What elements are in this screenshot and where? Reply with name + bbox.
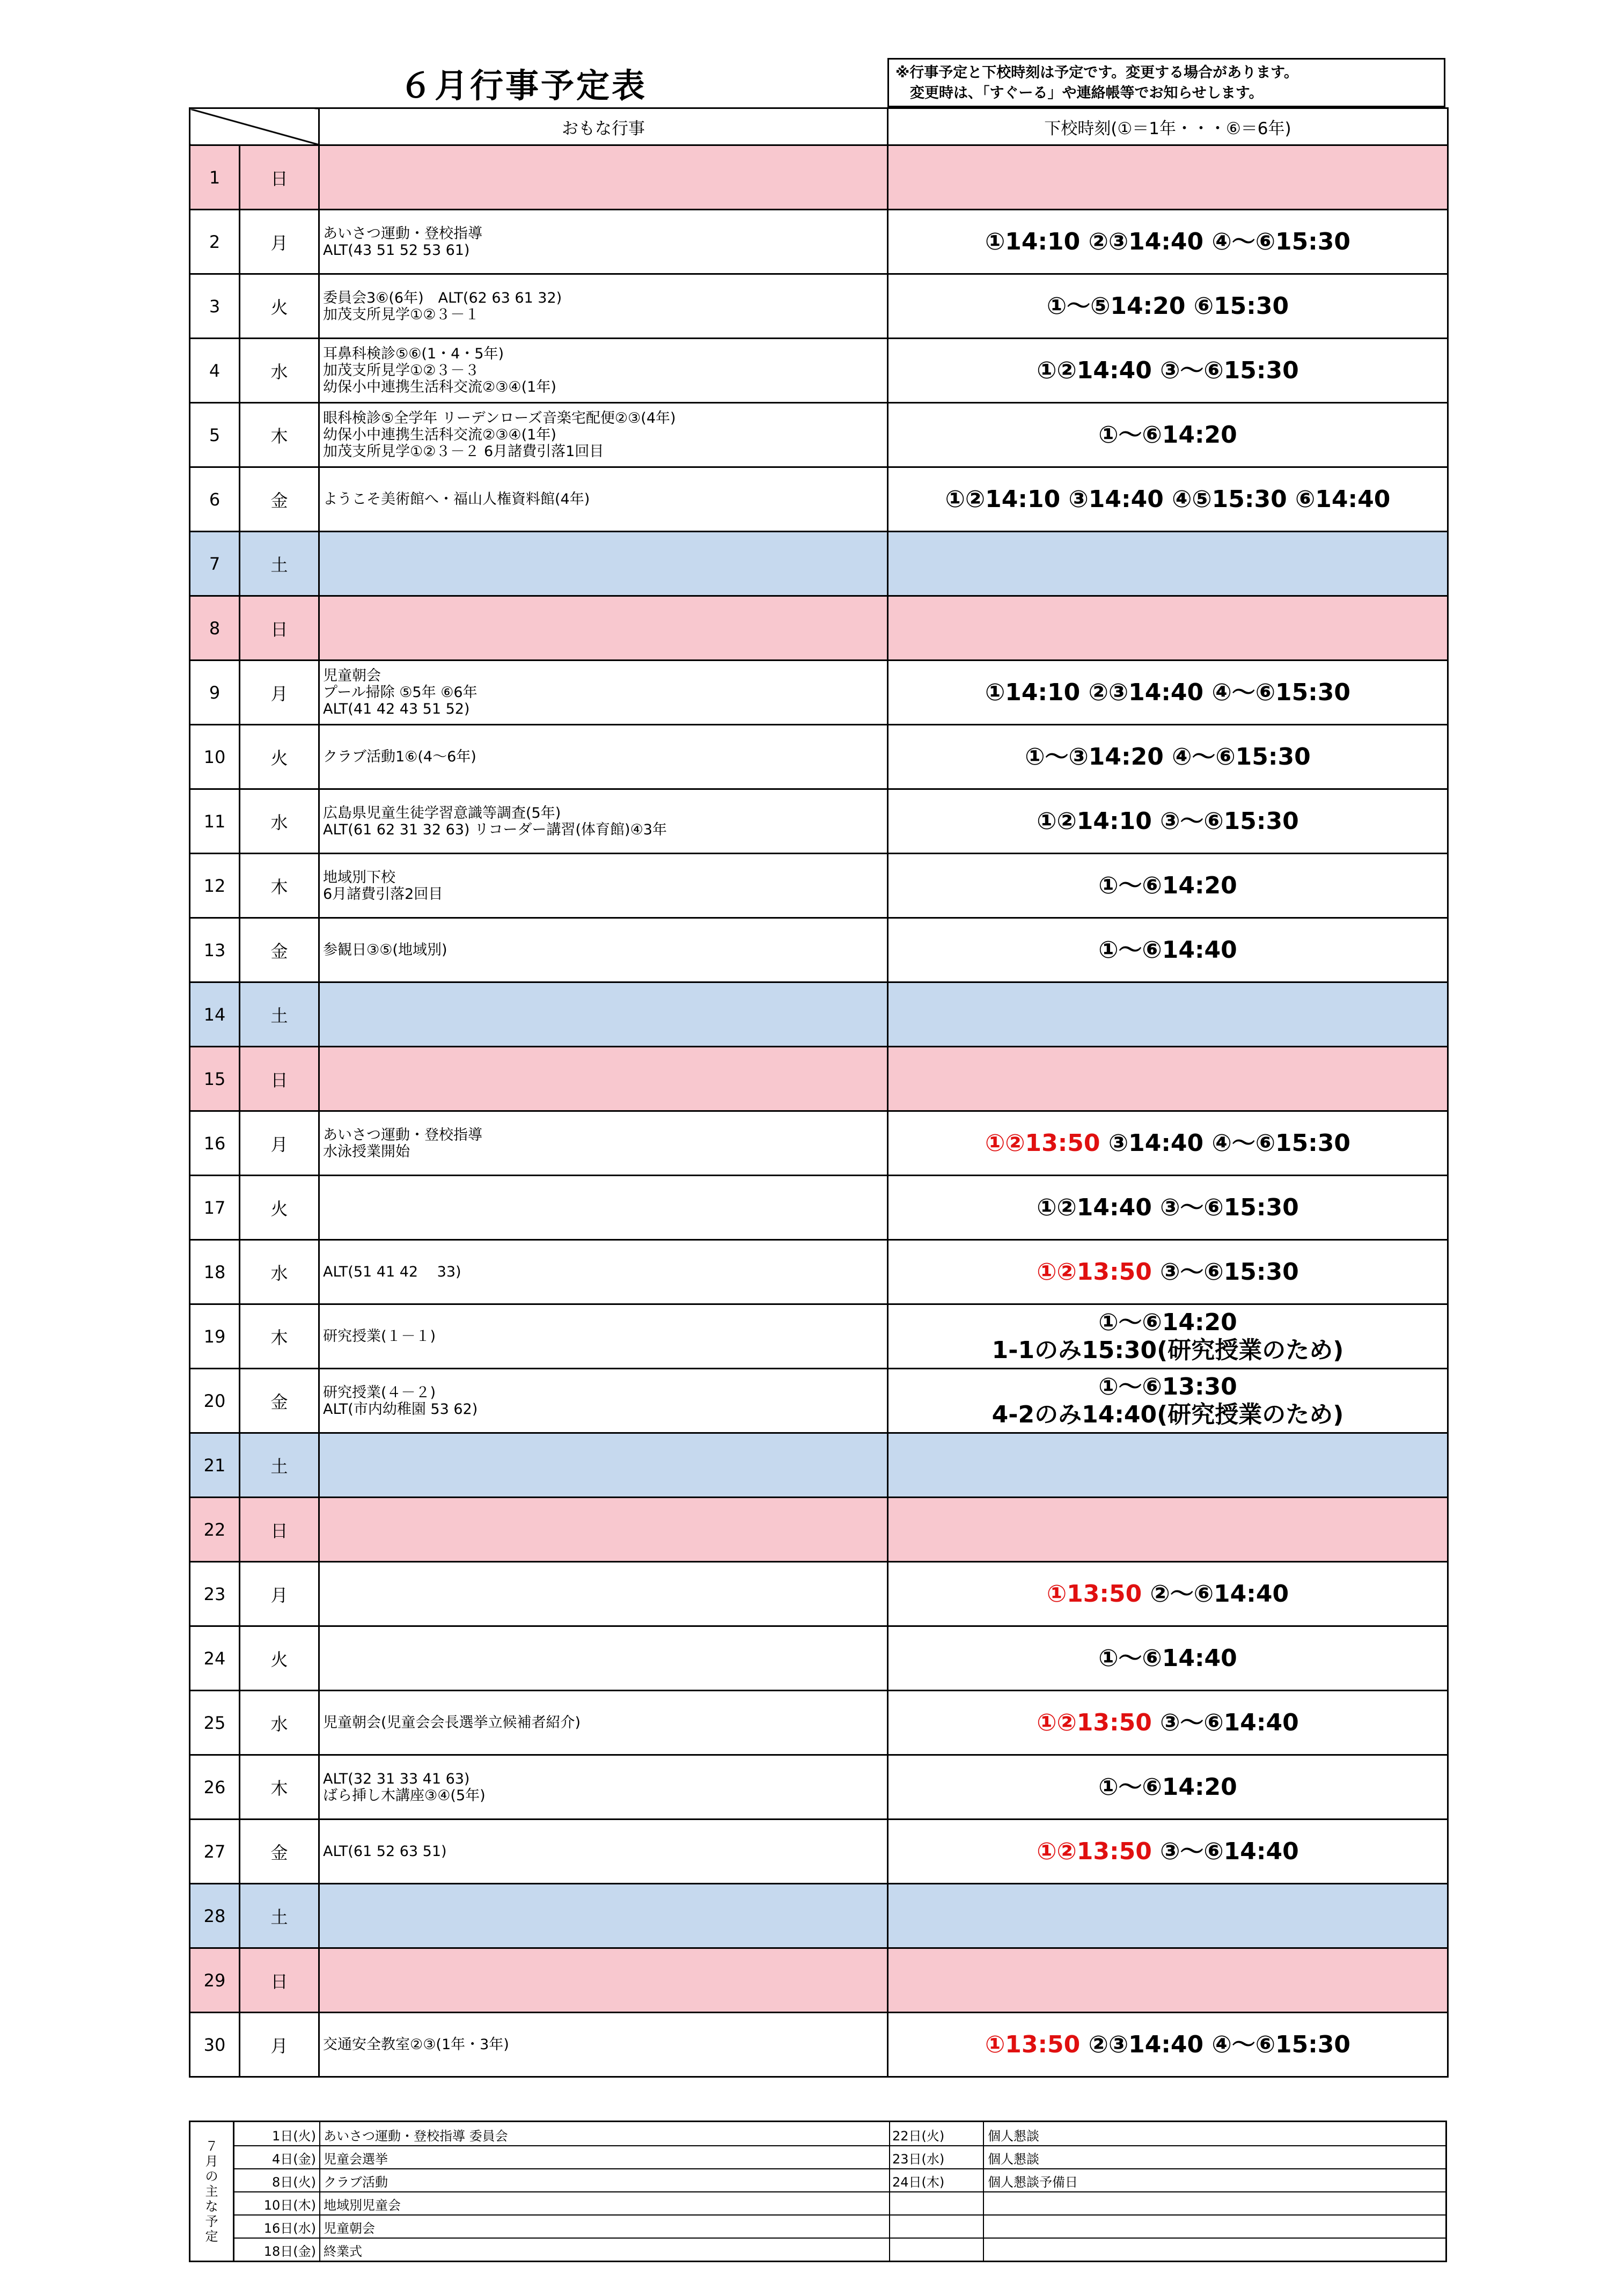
day-row xyxy=(190,1369,1448,1433)
dismissal-segment: ①14:10 ②③14:40 ④～⑥15:30 xyxy=(985,228,1351,255)
july-item-date: 10日(木) xyxy=(263,2198,316,2213)
day-date: 8 xyxy=(190,596,240,661)
day-row xyxy=(190,1626,1448,1691)
day-row xyxy=(190,467,1448,532)
dismissal-segment: ①②14:10 ③14:40 ④⑤15:30 ⑥14:40 xyxy=(945,485,1391,513)
day-row xyxy=(190,1948,1448,2013)
schedule-body xyxy=(190,145,1448,2077)
day-weekday: 水 xyxy=(240,339,319,403)
event-line: プール掃除 ⑤5年 ⑥6年 xyxy=(323,684,478,701)
july-item-event: クラブ活動 xyxy=(324,2175,388,2190)
day-date: 28 xyxy=(190,1884,240,1948)
dismissal-line xyxy=(888,228,1447,256)
day-weekday: 水 xyxy=(240,1240,319,1304)
dismissal-segment: ①13:50 xyxy=(985,2030,1081,2058)
events-header: おもな行事 xyxy=(319,108,888,145)
day-dismissal xyxy=(888,1820,1448,1884)
day-date: 24 xyxy=(190,1626,240,1691)
day-weekday: 水 xyxy=(240,1691,319,1755)
event-line: 交通安全教室②③(1年・3年) xyxy=(323,2036,509,2053)
july-label-char: な xyxy=(205,2199,218,2214)
day-date: 25 xyxy=(190,1691,240,1755)
dismissal-line xyxy=(888,872,1447,900)
day-weekday: 月 xyxy=(240,210,319,274)
day-date: 18 xyxy=(190,1240,240,1304)
dismissal-line xyxy=(888,1129,1447,1157)
day-weekday: 火 xyxy=(240,725,319,789)
event-line: 加茂支所見学①②３－１ xyxy=(323,306,480,323)
day-events xyxy=(319,1304,888,1369)
july-item-date: 22日(火) xyxy=(892,2129,945,2144)
day-date: 11 xyxy=(190,789,240,854)
day-events xyxy=(319,1369,888,1433)
day-dismissal xyxy=(888,1691,1448,1755)
day-date: 12 xyxy=(190,854,240,918)
dismissal-segment: ①②14:40 ③～⑥15:30 xyxy=(1037,1193,1299,1221)
event-line: ALT(43 51 52 53 61) xyxy=(323,241,470,259)
dismissal-line xyxy=(888,1580,1447,1608)
july-row-divider xyxy=(234,2238,1445,2239)
day-dismissal xyxy=(888,210,1448,274)
day-row xyxy=(190,1562,1448,1626)
dismissal-segment: 4-2のみ14:40(研究授業のため) xyxy=(992,1400,1344,1428)
day-dismissal xyxy=(888,1176,1448,1240)
day-row xyxy=(190,854,1448,918)
day-events xyxy=(319,145,888,210)
day-events xyxy=(319,1820,888,1884)
day-events xyxy=(319,854,888,918)
event-line: 加茂支所見学①②３－３ xyxy=(323,362,480,379)
day-weekday: 月 xyxy=(240,1562,319,1626)
day-row xyxy=(190,1884,1448,1948)
day-row xyxy=(190,596,1448,661)
july-item-event: 個人懇談 xyxy=(988,2152,1039,2167)
july-row-divider xyxy=(234,2191,1445,2192)
day-date: 20 xyxy=(190,1369,240,1433)
day-events xyxy=(319,661,888,725)
july-label-char: ７ xyxy=(205,2139,218,2154)
event-line: 児童朝会(児童会会長選挙立候補者紹介) xyxy=(323,1714,581,1731)
day-date: 30 xyxy=(190,2013,240,2077)
day-date: 14 xyxy=(190,982,240,1047)
event-line: あいさつ運動・登校指導 xyxy=(323,225,482,242)
dismissal-segment: ③～⑥15:30 xyxy=(1151,1258,1299,1286)
day-events xyxy=(319,1047,888,1111)
dismissal-line xyxy=(888,808,1447,835)
july-label-char: 予 xyxy=(205,2214,218,2229)
july-item-event: 終業式 xyxy=(324,2244,362,2259)
day-weekday: 火 xyxy=(240,274,319,339)
day-events xyxy=(319,1562,888,1626)
july-label xyxy=(190,2122,234,2261)
day-row xyxy=(190,1240,1448,1304)
event-line: あいさつ運動・登校指導 xyxy=(323,1126,482,1143)
day-events xyxy=(319,725,888,789)
dismissal-segment: ①～⑥14:20 xyxy=(1098,871,1237,899)
notice-line: 変更時は、「すぐーる」や連絡帳等でお知らせします。 xyxy=(895,85,1264,101)
day-events xyxy=(319,1948,888,2013)
dismissal-segment: ①～⑥13:30 xyxy=(1098,1373,1237,1400)
july-label-char: 主 xyxy=(205,2184,218,2199)
day-events xyxy=(319,1755,888,1820)
event-line: ALT(61 62 31 32 63) リコーダー講習(体育館)④3年 xyxy=(323,821,667,838)
dismissal-segment: ①～⑥14:20 xyxy=(1098,1308,1237,1336)
day-row xyxy=(190,274,1448,339)
dismissal-line xyxy=(888,421,1447,449)
day-events xyxy=(319,1176,888,1240)
day-events xyxy=(319,210,888,274)
day-date: 13 xyxy=(190,918,240,982)
dismissal-line xyxy=(888,1337,1447,1365)
day-row xyxy=(190,2013,1448,2077)
day-weekday: 土 xyxy=(240,1433,319,1498)
dismissal-segment: ①②13:50 xyxy=(1037,1708,1152,1736)
header-row xyxy=(190,108,1448,145)
day-dismissal xyxy=(888,725,1448,789)
day-date: 10 xyxy=(190,725,240,789)
day-row xyxy=(190,532,1448,596)
dismissal-segment: ③～⑥14:40 xyxy=(1151,1708,1299,1736)
dismissal-header: 下校時刻(①＝1年・・・⑥＝6年) xyxy=(888,108,1448,145)
july-item-date: 16日(水) xyxy=(263,2221,316,2236)
event-line: ALT(61 52 63 51) xyxy=(323,1843,447,1860)
day-events xyxy=(319,982,888,1047)
dismissal-segment: ①～⑤14:20 ⑥15:30 xyxy=(1046,292,1289,320)
day-row xyxy=(190,1304,1448,1369)
day-date: 22 xyxy=(190,1498,240,1562)
dismissal-line xyxy=(888,1194,1447,1222)
page-title: ６月行事予定表 xyxy=(399,66,647,105)
dismissal-line xyxy=(888,1373,1447,1401)
july-row-divider xyxy=(234,2214,1445,2216)
day-row xyxy=(190,661,1448,725)
day-dismissal xyxy=(888,1755,1448,1820)
day-row xyxy=(190,403,1448,467)
day-row xyxy=(190,982,1448,1047)
day-row xyxy=(190,789,1448,854)
day-events xyxy=(319,1884,888,1948)
day-row xyxy=(190,1433,1448,1498)
day-events xyxy=(319,403,888,467)
day-date: 23 xyxy=(190,1562,240,1626)
event-line: ようこそ美術館へ・福山人権資料館(4年) xyxy=(323,491,590,508)
day-weekday: 日 xyxy=(240,1948,319,2013)
day-weekday: 月 xyxy=(240,661,319,725)
event-line: 参観日③⑤(地域別) xyxy=(323,942,447,958)
day-date: 17 xyxy=(190,1176,240,1240)
day-row xyxy=(190,1755,1448,1820)
day-row xyxy=(190,339,1448,403)
day-events xyxy=(319,789,888,854)
day-dismissal xyxy=(888,532,1448,596)
day-dismissal xyxy=(888,854,1448,918)
day-dismissal xyxy=(888,789,1448,854)
day-events xyxy=(319,1498,888,1562)
dismissal-line xyxy=(888,292,1447,320)
day-row xyxy=(190,1691,1448,1755)
day-events xyxy=(319,1111,888,1176)
day-row xyxy=(190,145,1448,210)
dismissal-segment: ①②13:50 xyxy=(1037,1258,1152,1286)
day-dismissal xyxy=(888,274,1448,339)
day-date: 29 xyxy=(190,1948,240,2013)
day-weekday: 土 xyxy=(240,982,319,1047)
dismissal-line xyxy=(888,1773,1447,1801)
dismissal-segment: ①～⑥14:40 xyxy=(1098,1644,1237,1672)
day-date: 2 xyxy=(190,210,240,274)
day-weekday: 金 xyxy=(240,918,319,982)
event-line: ALT(32 31 33 41 63) xyxy=(323,1770,470,1787)
july-item-date: 18日(金) xyxy=(263,2244,316,2259)
day-events xyxy=(319,918,888,982)
july-row-divider xyxy=(234,2168,1445,2169)
day-weekday: 金 xyxy=(240,467,319,532)
july-item-date: 24日(木) xyxy=(892,2175,945,2190)
day-weekday: 土 xyxy=(240,532,319,596)
day-events xyxy=(319,1433,888,1498)
july-item-event: 児童会選挙 xyxy=(324,2152,388,2167)
day-weekday: 木 xyxy=(240,403,319,467)
day-events xyxy=(319,596,888,661)
dismissal-segment: ①～⑥14:20 xyxy=(1098,1773,1237,1801)
day-date: 19 xyxy=(190,1304,240,1369)
day-weekday: 日 xyxy=(240,145,319,210)
day-row xyxy=(190,1820,1448,1884)
event-line: 幼保小中連携生活科交流②③④(1年) xyxy=(323,379,556,395)
day-date: 27 xyxy=(190,1820,240,1884)
notice-box xyxy=(887,58,1445,107)
dismissal-line xyxy=(888,1309,1447,1337)
day-dismissal xyxy=(888,1433,1448,1498)
day-weekday: 木 xyxy=(240,1304,319,1369)
day-row xyxy=(190,1498,1448,1562)
day-weekday: 月 xyxy=(240,2013,319,2077)
july-item-date: 8日(火) xyxy=(272,2175,316,2190)
dismissal-line xyxy=(888,1709,1447,1737)
day-weekday: 木 xyxy=(240,1755,319,1820)
day-date: 9 xyxy=(190,661,240,725)
event-line: 水泳授業開始 xyxy=(323,1143,410,1160)
dismissal-line xyxy=(888,1401,1447,1429)
day-row xyxy=(190,210,1448,274)
dismissal-line xyxy=(888,679,1447,707)
july-label-char: の xyxy=(205,2169,218,2184)
day-date: 5 xyxy=(190,403,240,467)
event-line: クラブ活動1⑥(4～6年) xyxy=(323,749,476,765)
day-dismissal xyxy=(888,661,1448,725)
day-date: 16 xyxy=(190,1111,240,1176)
day-date: 15 xyxy=(190,1047,240,1111)
dismissal-segment: ①13:50 xyxy=(1046,1580,1142,1608)
dismissal-line xyxy=(888,2031,1447,2059)
event-line: 加茂支所見学①②３－２ 6月諸費引落1回目 xyxy=(323,443,604,460)
event-line: 眼科検診⑤全学年 リーデンローズ音楽宅配便②③(4年) xyxy=(323,410,676,427)
july-item-date: 1日(火) xyxy=(272,2129,316,2144)
day-weekday: 水 xyxy=(240,789,319,854)
dismissal-segment: 1-1のみ15:30(研究授業のため) xyxy=(992,1336,1344,1364)
day-events xyxy=(319,1626,888,1691)
dismissal-segment: ③14:40 ④～⑥15:30 xyxy=(1100,1129,1351,1157)
day-date: 1 xyxy=(190,145,240,210)
dismissal-segment: ①②13:50 xyxy=(1037,1837,1152,1865)
day-row xyxy=(190,1111,1448,1176)
july-item-event: 個人懇談予備日 xyxy=(988,2175,1078,2190)
july-row-divider xyxy=(234,2145,1445,2146)
day-date: 7 xyxy=(190,532,240,596)
day-date: 6 xyxy=(190,467,240,532)
event-line: 委員会3⑥(6年) ALT(62 63 61 32) xyxy=(323,289,562,306)
day-events xyxy=(319,274,888,339)
event-line: ALT(市内幼稚園 53 62) xyxy=(323,1400,478,1418)
day-weekday: 月 xyxy=(240,1111,319,1176)
event-line: 地域別下校 xyxy=(323,869,395,886)
july-item-event: 地域別児童会 xyxy=(324,2198,401,2213)
day-row xyxy=(190,918,1448,982)
day-events xyxy=(319,1240,888,1304)
event-line: 研究授業(１－１) xyxy=(323,1328,436,1345)
july-item-event: あいさつ運動・登校指導 委員会 xyxy=(324,2129,508,2144)
july-label-char: 定 xyxy=(205,2229,218,2244)
july-item-date: 4日(金) xyxy=(272,2152,316,2167)
july-label-char: 月 xyxy=(205,2154,218,2169)
event-line: ばら挿し木講座③④(5年) xyxy=(323,1787,486,1804)
day-dismissal xyxy=(888,339,1448,403)
day-weekday: 火 xyxy=(240,1626,319,1691)
day-events xyxy=(319,532,888,596)
day-dismissal xyxy=(888,1948,1448,2013)
dismissal-segment: ①～⑥14:40 xyxy=(1098,936,1237,964)
event-line: ALT(51 41 42 33) xyxy=(323,1264,461,1280)
day-dismissal xyxy=(888,1304,1448,1369)
dismissal-segment: ①14:10 ②③14:40 ④～⑥15:30 xyxy=(985,678,1351,706)
day-date: 26 xyxy=(190,1755,240,1820)
day-dismissal xyxy=(888,1562,1448,1626)
day-weekday: 木 xyxy=(240,854,319,918)
day-weekday: 金 xyxy=(240,1820,319,1884)
july-schedule xyxy=(189,2121,1447,2262)
july-item-event: 児童朝会 xyxy=(324,2221,375,2236)
event-line: 広島県児童生徒学習意識等調査(5年) xyxy=(323,804,561,821)
day-dismissal xyxy=(888,467,1448,532)
day-dismissal xyxy=(888,403,1448,467)
event-line: ALT(41 42 43 51 52) xyxy=(323,701,470,717)
dismissal-line xyxy=(888,486,1447,514)
dismissal-line xyxy=(888,357,1447,385)
event-line: 研究授業(４－２) xyxy=(323,1384,436,1401)
event-line: 幼保小中連携生活科交流②③④(1年) xyxy=(323,427,556,443)
day-dismissal xyxy=(888,2013,1448,2077)
dismissal-line xyxy=(888,1258,1447,1286)
day-row xyxy=(190,1047,1448,1111)
day-weekday: 土 xyxy=(240,1884,319,1948)
day-dismissal xyxy=(888,596,1448,661)
day-weekday: 金 xyxy=(240,1369,319,1433)
day-date: 4 xyxy=(190,339,240,403)
day-weekday: 日 xyxy=(240,1498,319,1562)
event-line: 耳鼻科検診⑤⑥(1・4・5年) xyxy=(323,346,504,362)
notice-line: ※行事予定と下校時刻は予定です。変更する場合があります。 xyxy=(895,64,1298,81)
day-dismissal xyxy=(888,1047,1448,1111)
day-dismissal xyxy=(888,145,1448,210)
dismissal-line xyxy=(888,1645,1447,1673)
dismissal-segment: ①～⑥14:20 xyxy=(1098,421,1237,449)
day-dismissal xyxy=(888,982,1448,1047)
event-line: 6月諸費引落2回目 xyxy=(323,885,443,903)
day-dismissal xyxy=(888,1240,1448,1304)
day-date: 21 xyxy=(190,1433,240,1498)
day-dismissal xyxy=(888,1884,1448,1948)
day-dismissal xyxy=(888,918,1448,982)
day-dismissal xyxy=(888,1498,1448,1562)
dismissal-line xyxy=(888,743,1447,771)
dismissal-segment: ③～⑥14:40 xyxy=(1151,1837,1299,1865)
day-date: 3 xyxy=(190,274,240,339)
day-dismissal xyxy=(888,1111,1448,1176)
day-weekday: 日 xyxy=(240,1047,319,1111)
july-item-date: 23日(水) xyxy=(892,2152,945,2167)
day-row xyxy=(190,1176,1448,1240)
day-events xyxy=(319,467,888,532)
corner-cell xyxy=(190,108,319,145)
day-events xyxy=(319,2013,888,2077)
day-events xyxy=(319,339,888,403)
day-events xyxy=(319,1691,888,1755)
dismissal-line xyxy=(888,1838,1447,1866)
dismissal-line xyxy=(888,936,1447,964)
event-line: 児童朝会 xyxy=(323,667,381,684)
july-item-event: 個人懇談 xyxy=(988,2129,1039,2144)
dismissal-segment: ①②13:50 xyxy=(985,1129,1100,1157)
dismissal-segment: ①～③14:20 ④～⑥15:30 xyxy=(1025,743,1311,771)
day-row xyxy=(190,725,1448,789)
day-weekday: 日 xyxy=(240,596,319,661)
dismissal-segment: ②～⑥14:40 xyxy=(1142,1580,1289,1608)
day-dismissal xyxy=(888,1369,1448,1433)
schedule-table xyxy=(189,107,1449,2078)
day-dismissal xyxy=(888,1626,1448,1691)
dismissal-segment: ②③14:40 ④～⑥15:30 xyxy=(1080,2030,1351,2058)
dismissal-segment: ①②14:10 ③～⑥15:30 xyxy=(1037,807,1299,835)
day-weekday: 火 xyxy=(240,1176,319,1240)
dismissal-segment: ①②14:40 ③～⑥15:30 xyxy=(1037,356,1299,384)
